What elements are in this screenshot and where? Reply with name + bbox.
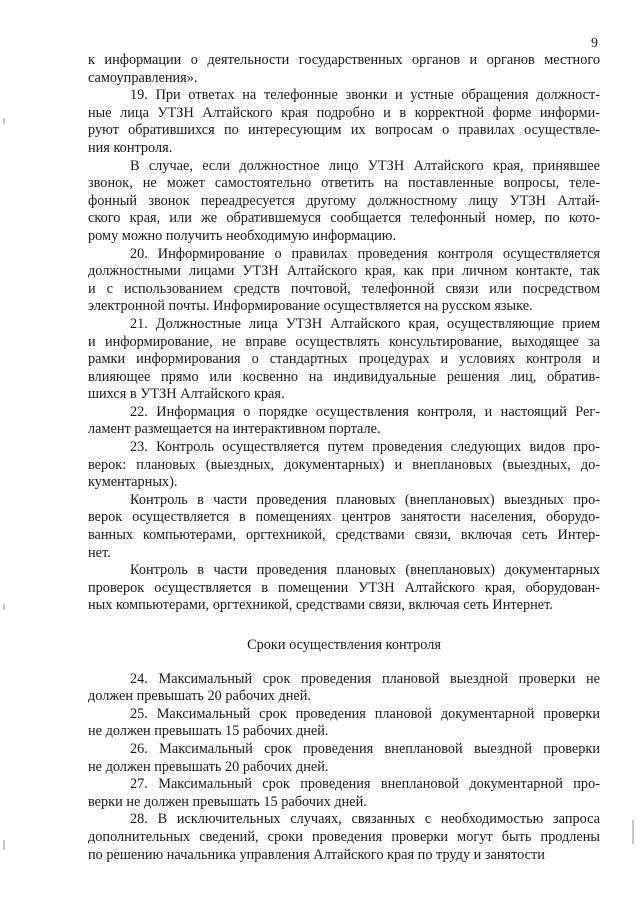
text-line: Контроль в части проведения плановых (внеплановых) выездных про-: [130, 491, 600, 508]
text-line: нет.: [88, 544, 111, 561]
text-line: фонный звонок переадресуется другому должностному лицу УТЗН Алтай-: [88, 192, 600, 209]
paragraph: [88, 706, 600, 741]
text-line: и с использованием средств почтовой, телефонной связи или посредством: [88, 280, 600, 297]
text-line: влияющее прямо или косвенно на индивидуальные решения лиц, обратив-: [88, 368, 600, 385]
text-line: 22. Информация о порядке осуществления контроля, и настоящий Рег-: [130, 403, 600, 420]
text-line: 26. Максимальный срок проведения внеплановой выездной проверки: [130, 740, 600, 757]
text-line: 27. Максимальный срок проведения внеплановой документарной про-: [130, 776, 600, 793]
page-number: 9: [591, 36, 598, 51]
paragraph: [88, 671, 600, 706]
text-line: 19. При ответах на телефонные звонки и устные обращения должност-: [130, 87, 600, 104]
text-line: руют обратившихся по интересующим их вопросам о правилах осуществле-: [88, 122, 600, 139]
text-line: рому можно получить необходимую информацию.: [88, 227, 397, 244]
text-line: 20. Информирование о правилах проведения контроля осуществляется: [130, 245, 600, 262]
paragraph: [88, 492, 600, 562]
text-line: Контроль в части проведения плановых (внеплановых) документарных: [130, 562, 600, 579]
paragraph: [88, 439, 600, 492]
paragraph: [88, 776, 600, 811]
scan-edge-mark: [3, 840, 5, 850]
paragraph: [88, 741, 600, 776]
text-line: самоуправления».: [88, 69, 198, 86]
text-line: звонок, не может самостоятельно ответить на поставленные вопросы, теле-: [88, 175, 600, 192]
text-line: 23. Контроль осуществляется путем проведения следующих видов про-: [130, 439, 600, 456]
document-body: [88, 52, 600, 864]
text-line: должностными лицами УТЗН Алтайского края, как при личном контакте, так: [88, 263, 600, 280]
text-line: 21. Должностные лица УТЗН Алтайского края, осуществляющие прием: [130, 315, 600, 332]
paragraph: [88, 404, 600, 439]
text-line: шихся в УТЗН Алтайского края.: [88, 386, 285, 403]
section-paragraphs: [88, 671, 600, 865]
section-heading: Сроки осуществления контроля: [247, 637, 441, 653]
body-paragraphs: [88, 52, 600, 615]
text-line: по решению начальника управления Алтайского края по труду и занятости: [88, 846, 545, 863]
text-line: ского края, или же обратившемуся сообщается телефонный номер, по кото-: [88, 210, 600, 227]
text-line: верки не должен превышать 15 рабочих дней.: [88, 793, 367, 810]
text-line: кументарных).: [88, 474, 178, 491]
text-line: должен превышать 20 рабочих дней.: [88, 688, 311, 705]
text-line: проверок осуществляется в помещении УТЗН Алтайского края, оборудован-: [88, 579, 600, 596]
text-line: ные лица УТЗН Алтайского края подробно и в корректной форме информи-: [88, 104, 600, 121]
paragraph: [88, 87, 600, 157]
text-line: к информации о деятельности государственных органов и органов местного: [88, 52, 600, 68]
paragraph: [88, 562, 600, 615]
paragraph: [88, 52, 600, 87]
text-line: рамки информирования о стандартных процедурах и условиях контроля и: [88, 351, 600, 368]
text-line: ния контроля.: [88, 139, 173, 156]
scan-edge-mark: [3, 604, 5, 610]
text-line: дополнительных сведений, сроки проведения проверки могут быть продлены: [88, 828, 600, 845]
text-line: ных компьютерами, оргтехникой, средствами связи, включая сеть Интернет.: [88, 597, 553, 614]
text-line: ламент размещается на интерактивном портале.: [88, 421, 381, 438]
text-line: верок: плановых (выездных, документарных) и внеплановых (выездных, до-: [88, 456, 600, 473]
paragraph: [88, 158, 600, 246]
text-line: и информирование, не вправе осуществлять консультирование, выходящее за: [88, 333, 600, 350]
paragraph: [88, 316, 600, 404]
text-line: 25. Максимальный срок проведения плановой документарной проверки: [130, 705, 600, 722]
text-line: 24. Максимальный срок проведения плановой выездной проверки не: [130, 670, 600, 687]
paragraph: [88, 811, 600, 864]
text-line: ванных компьютерами, оргтехникой, средствами связи, включая сеть Интер-: [88, 527, 600, 544]
scan-edge-mark: [632, 820, 634, 844]
text-line: не должен превышать 15 рабочих дней.: [88, 723, 329, 740]
text-line: не должен превышать 20 рабочих дней.: [88, 758, 329, 775]
text-line: В случае, если должностное лицо УТЗН Алтайского края, принявшее: [130, 157, 600, 174]
paragraph: [88, 246, 600, 316]
text-line: верок осуществляется в помещениях центров занятости населения, оборудо-: [88, 509, 600, 526]
text-line: электронной почты. Информирование осуществляется на русском языке.: [88, 298, 533, 315]
text-line: 28. В исключительных случаях, связанных с необходимостью запроса: [130, 811, 600, 828]
scan-edge-mark: [3, 118, 5, 124]
